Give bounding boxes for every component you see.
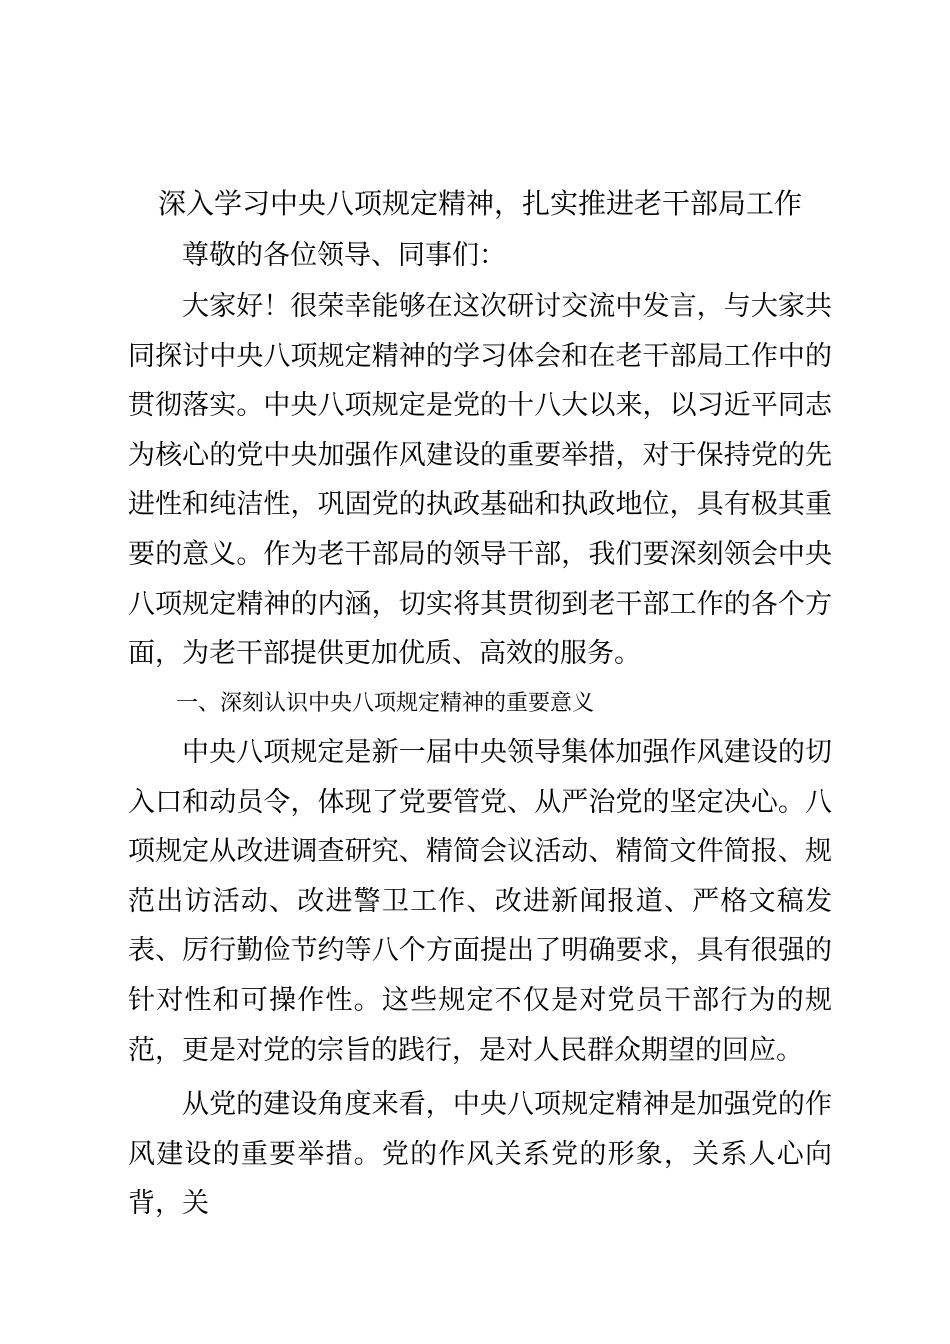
document-title: 深入学习中央八项规定精神，扎实推进老干部局工作 xyxy=(157,187,802,220)
paragraph-opening: 大家好！很荣幸能够在这次研讨交流中发言，与大家共同探讨中央八项规定精神的学习体会和在老干部局工作中的贯彻落实。中央八项规定是党的十八大以来，以习近平同志为核心的党中央加强作风建设的重要举措，对于保持党的先进性和纯洁性，巩固党的执政基础和执政地位，具有极其重要的意义。作为老干部局的领导干部，我们要深刻领会中央八项规定精神的内涵，切实将其贯彻到老干部工作的各个方面，为老干部提供更加优质、高效的服务。 xyxy=(128,291,832,670)
salutation: 尊敬的各位领导、同事们： xyxy=(182,240,506,271)
paragraph-party-building: 从党的建设角度来看，中央八项规定精神是加强党的作风建设的重要举措。党的作风关系党的形象，关系人心向背，关 xyxy=(128,1089,832,1220)
paragraph-significance: 中央八项规定是新一届中央领导集体加强作风建设的切入口和动员令，体现了党要管党、从严治党的坚定决心。八项规定从改进调查研究、精简会议活动、精简文件简报、规范出访活动、改进警卫工作、改进新闻报道、严格文稿发表、厉行勤俭节约等八个方面提出了明确要求，具有很强的针对性和可操作性。这些规定不仅是对党员干部行为的规范，更是对党的宗旨的践行，是对人民群众期望的回应。 xyxy=(128,737,832,1066)
section-heading-1: 一、深刻认识中央八项规定精神的重要意义 xyxy=(176,691,595,716)
